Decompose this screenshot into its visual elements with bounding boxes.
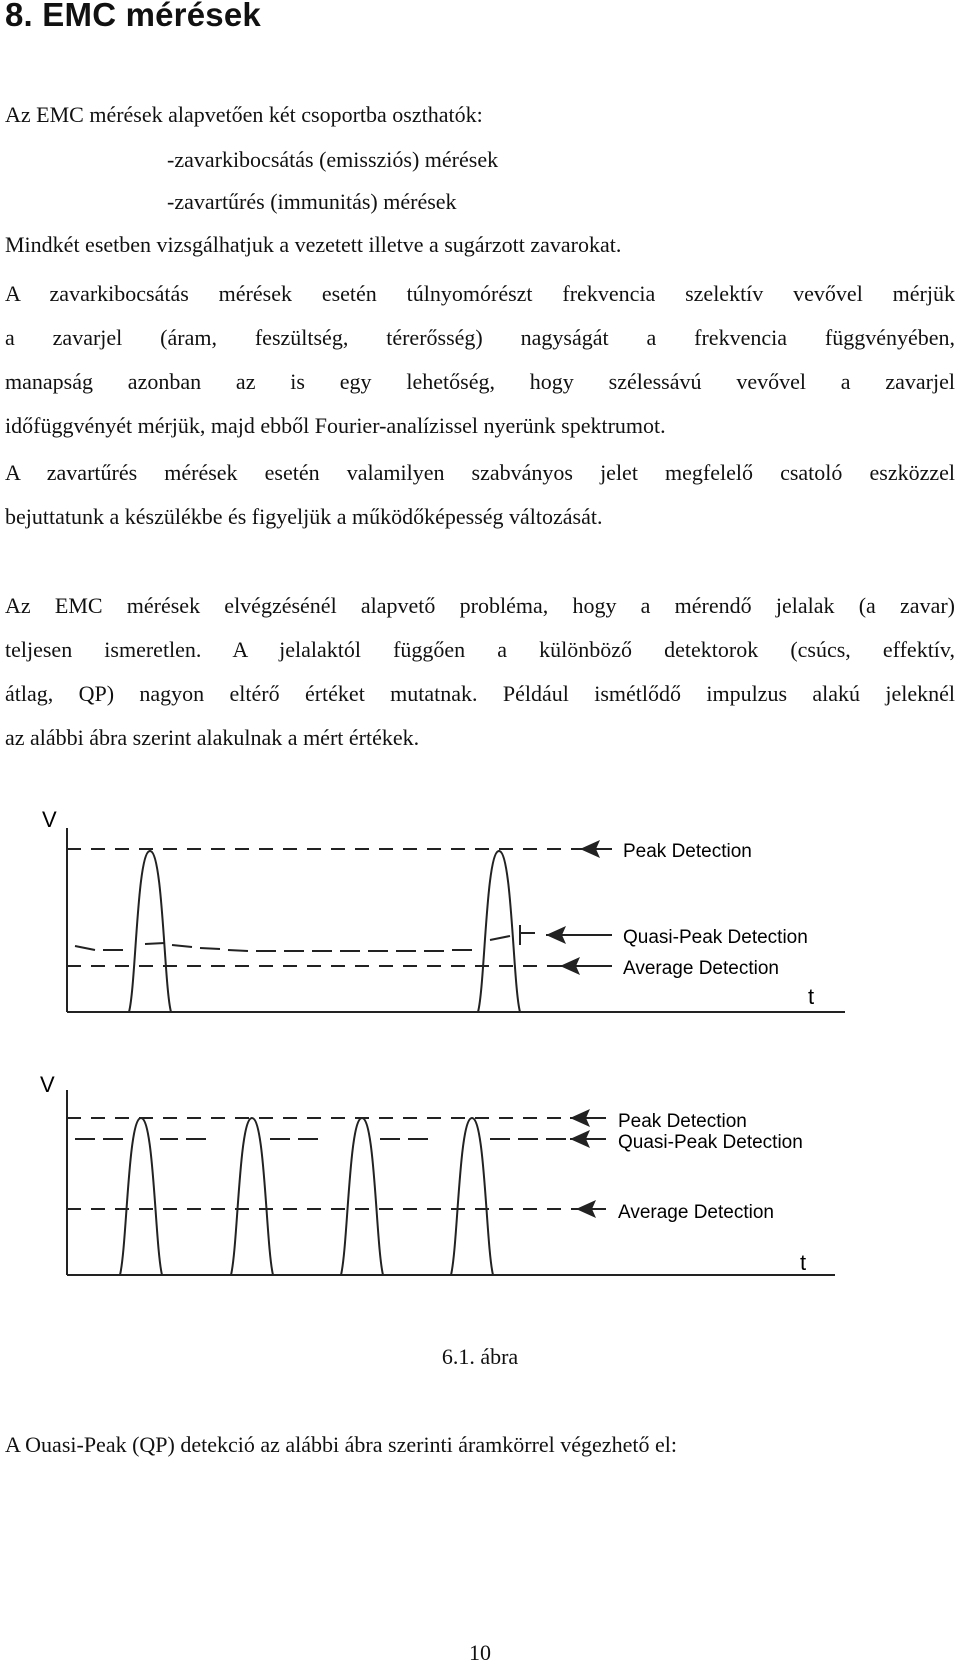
peak-detection-label: Peak Detection (623, 841, 752, 862)
quasi-peak-level (75, 933, 535, 951)
quasi-peak-detection-label: Quasi-Peak Detection (623, 927, 808, 948)
paragraph-line: Az EMC mérések elvégzésénél alapvető probléma, hogy a mérendő jelalak (a zavar) (5, 593, 955, 618)
average-detection-label: Average Detection (618, 1202, 774, 1223)
pulse (341, 1118, 383, 1275)
peak-detection-label: Peak Detection (618, 1111, 747, 1132)
intro-text: Az EMC mérések alapvetően két csoportba oszthatók: (5, 102, 483, 127)
paragraph-line: időfüggvényét mérjük, majd ebből Fourier-analízissel nyerünk spektrumot. (5, 413, 666, 438)
paragraph-line: A zavarkibocsátás mérések esetén túlnyomórészt frekvencia szelektív vevővel mérjük (5, 281, 955, 306)
paragraph-line: manapság azonban az is egy lehetőség, hogy szélessávú vevővel a zavarjel (5, 369, 955, 394)
detector-figure-top (0, 800, 960, 1080)
detector-figure-bottom (0, 1070, 960, 1310)
axis-label-t: t (808, 984, 815, 1009)
average-detection-label: Average Detection (623, 958, 779, 979)
paragraph-line: Mindkét esetben vizsgálhatjuk a vezetett illetve a sugárzott zavarokat. (5, 232, 622, 257)
page-number: 10 (469, 1640, 491, 1665)
pulse (231, 1118, 273, 1275)
axis-label-t: t (800, 1250, 807, 1275)
axis-label-v: V (42, 807, 57, 832)
paragraph-line: A zavartűrés mérések esetén valamilyen szabványos jelet megfelelő csatoló eszközzel (5, 460, 955, 485)
paragraph-line: átlag, QP) nagyon eltérő értéket mutatnak. Például ismétlődő impulzus alakú jeleknél (5, 681, 955, 706)
figure-caption: 6.1. ábra (441, 1344, 519, 1369)
list-item: -zavarkibocsátás (emissziós) mérések (167, 147, 499, 172)
paragraph-line: az alábbi ábra szerint alakulnak a mért értékek. (5, 725, 420, 750)
pulse (451, 1118, 493, 1275)
quasi-peak-detection-label: Quasi-Peak Detection (618, 1132, 803, 1153)
list-item: -zavartűrés (immunitás) mérések (167, 189, 457, 214)
pulse (120, 1118, 162, 1275)
pulse (129, 851, 171, 1012)
paragraph-line: teljesen ismeretlen. A jelalaktól függően a különböző detektorok (csúcs, effektív, (5, 637, 955, 662)
paragraph-line: A Ouasi-Peak (QP) detekció az alábbi ábra szerinti áramkörrel végezhető el: (5, 1432, 677, 1457)
axis-label-v: V (40, 1072, 55, 1097)
pulse (478, 851, 520, 1012)
paragraph-line: bejuttatunk a készülékbe és figyeljük a működőképesség változását. (5, 504, 603, 529)
page-title: 8. EMC mérések (5, 0, 261, 33)
paragraph-line: a zavarjel (áram, feszültség, térerősség) nagyságát a frekvencia függvényében, (5, 325, 955, 350)
